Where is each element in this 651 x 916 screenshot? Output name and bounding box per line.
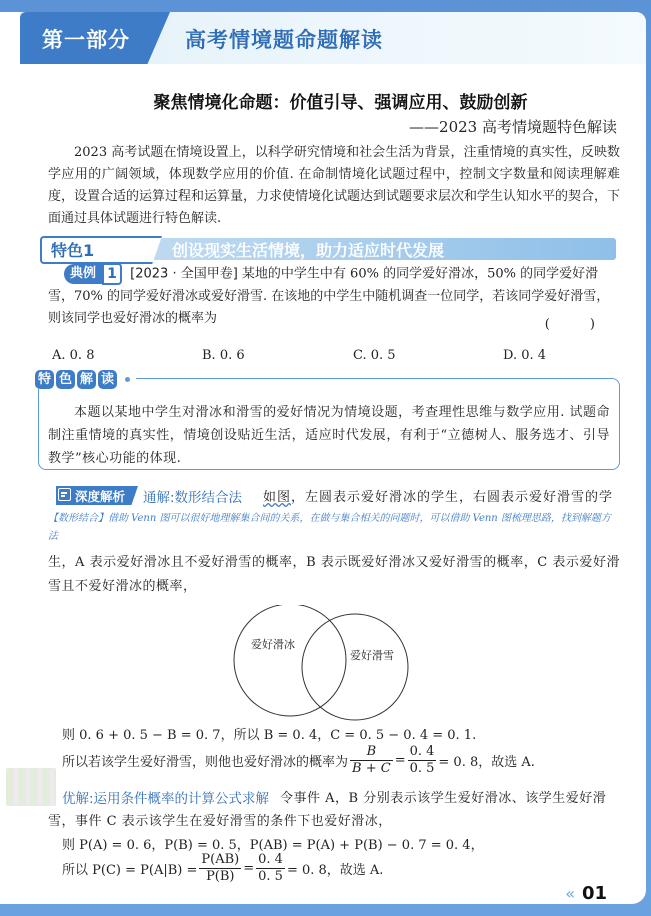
article-title: 聚焦情境化命题：价值引导、强调应用、鼓励创新 <box>153 93 528 113</box>
option-c: C. 0. 5 <box>353 348 396 363</box>
feature-analysis-heading <box>35 370 136 389</box>
intro-paragraph: 2023 高考试题在情境设置上，以科学研究情境和社会生活为背景，注重情境的真实性，反映数学应用的广阔领域，体现数学应用的价值. 在命制情境化试题过程中，控制文字数量和阅读理解难度，设置合适的运算过程和运算量，力求使情境化试题达到试题要求层次和学生认知水平的契合，下面通过具体试题进行特色解读. <box>48 145 621 226</box>
venn-left-label: 爱好滑冰 <box>251 638 295 651</box>
watermark <box>6 768 56 806</box>
chevron-left-icon: « <box>565 884 575 903</box>
fraction <box>408 744 437 777</box>
example-question <box>48 263 620 330</box>
step4-suffix: = 0. 8，故选 A. <box>286 863 384 878</box>
section-title: 高考情境题命题解读 <box>185 28 383 52</box>
venn-diagram <box>228 605 418 725</box>
denominator: B + C <box>352 761 391 776</box>
fraction <box>350 744 393 777</box>
fraction <box>256 852 285 885</box>
feature-title: 创设现实生活情境，助力适应时代发展 <box>172 241 445 260</box>
heading-dot <box>125 377 130 382</box>
heading-char: 读 <box>98 370 117 389</box>
step2-suffix: = 0. 8，故选 A. <box>438 755 535 770</box>
step2: 所以若该学生爱好滑雪，则他也爱好滑冰的概率为 $\frac{B}{B + C}$ = $\frac{0. 4}{0. 5}$ = 0. 8，故选 A. <box>62 744 535 776</box>
example-badge: 典例 <box>64 264 102 284</box>
denominator: 0. 5 <box>409 761 435 776</box>
feature-tag: 特色1 <box>51 241 95 260</box>
option-a: A. 0. 8 <box>52 348 95 363</box>
method1-lead <box>263 486 613 505</box>
venn-right-label: 爱好滑雪 <box>350 649 394 662</box>
method2-continuation: 雪，事件 C 表示该学生在爱好滑雪的条件下也爱好滑冰， <box>48 814 392 829</box>
numerator: B <box>350 744 393 761</box>
feature-analysis-text: 本题以某地中学生对滑冰和滑雪的爱好情况为情境设题，考查理性思维与数学应用. 试题命制注重情境的真实性，情境创设贴近生活，适应时代发展，有利于“立德树人、服务选才、引导教学”核心功能的体现. <box>48 405 610 466</box>
fraction <box>199 852 241 885</box>
method1-continuation: 生，A 表示爱好滑冰且不爱好滑雪的概率，B 表示既爱好滑冰又爱好滑雪的概率，C 表示爱好滑雪且不爱好滑冰的概率， <box>48 555 620 594</box>
step2-prefix: 所以若该学生爱好滑雪，则他也爱好滑冰的概率为 <box>62 755 349 770</box>
step4-prefix: 所以 P(C) = P(A|B) = <box>62 863 198 878</box>
denominator: P(B) <box>206 869 235 884</box>
part-label: 第一部分 <box>42 28 130 52</box>
step3: 则 P(A) = 0. 6，P(B) = 0. 5，P(AB) = P(A) + P(B) − 0. 7 = 0. 4， <box>62 838 484 853</box>
option-b: B. 0. 6 <box>202 348 245 363</box>
document-icon <box>58 488 71 501</box>
venn-left-circle <box>234 605 346 716</box>
method2-text: 令事件 A，B 分别表示该学生爱好滑冰、该学生爱好滑 <box>280 791 607 806</box>
option-d: D. 0. 4 <box>503 348 547 363</box>
method1-lead-text: ，左圆表示爱好滑冰的学生，右圆表示爱好滑雪的学 <box>291 490 614 505</box>
heading-char: 色 <box>56 370 75 389</box>
example-number: 1 <box>102 263 122 285</box>
method2-label: 优解:运用条件概率的计算公式求解 <box>62 791 270 807</box>
article-subtitle: ——2023 高考情境题特色解读 <box>409 118 617 136</box>
numerator: 0. 4 <box>409 744 435 759</box>
heading-char: 解 <box>77 370 96 389</box>
deep-analysis-label: 深度解析 <box>75 489 126 504</box>
denominator: 0. 5 <box>258 869 283 884</box>
numerator: 0. 4 <box>258 852 283 867</box>
underlined-term: 如图 <box>263 490 292 505</box>
numerator: P(AB) <box>201 852 240 867</box>
page-number: 01 <box>581 883 607 904</box>
example-source: [2023 · 全国甲卷] <box>130 266 238 282</box>
margin-note: 【数形结合】借助 Venn 图可以很好地理解集合间的关系，在做与集合相关的问题时，可以借助 Venn 图梳理思路，找到解题方法 <box>48 513 611 542</box>
question-text: 某地的中学生中有 60% 的同学爱好滑冰，50% 的同学爱好滑雪，70% 的同学爱好滑冰或爱好滑雪. 在该地的中学生中随机调查一位同学，若该同学爱好滑雪，则该同学也爱好滑冰的概率为 <box>48 266 610 326</box>
step4: 所以 P(C) = P(A|B) = $\frac{P(AB)}{P(B)}$ = $\frac{0. 4}{0. 5}$ = 0. 8，故选 A. <box>62 852 384 884</box>
heading-char: 特 <box>35 370 54 389</box>
step1: 则 0. 6 + 0. 5 − B = 0. 7，所以 B = 0. 4，C = 0. 5 − 0. 4 = 0. 1. <box>62 728 477 743</box>
method1-label: 通解:数形结合法 <box>143 490 243 506</box>
venn-right-circle <box>302 614 408 720</box>
answer-blank: ( ) <box>544 317 613 332</box>
